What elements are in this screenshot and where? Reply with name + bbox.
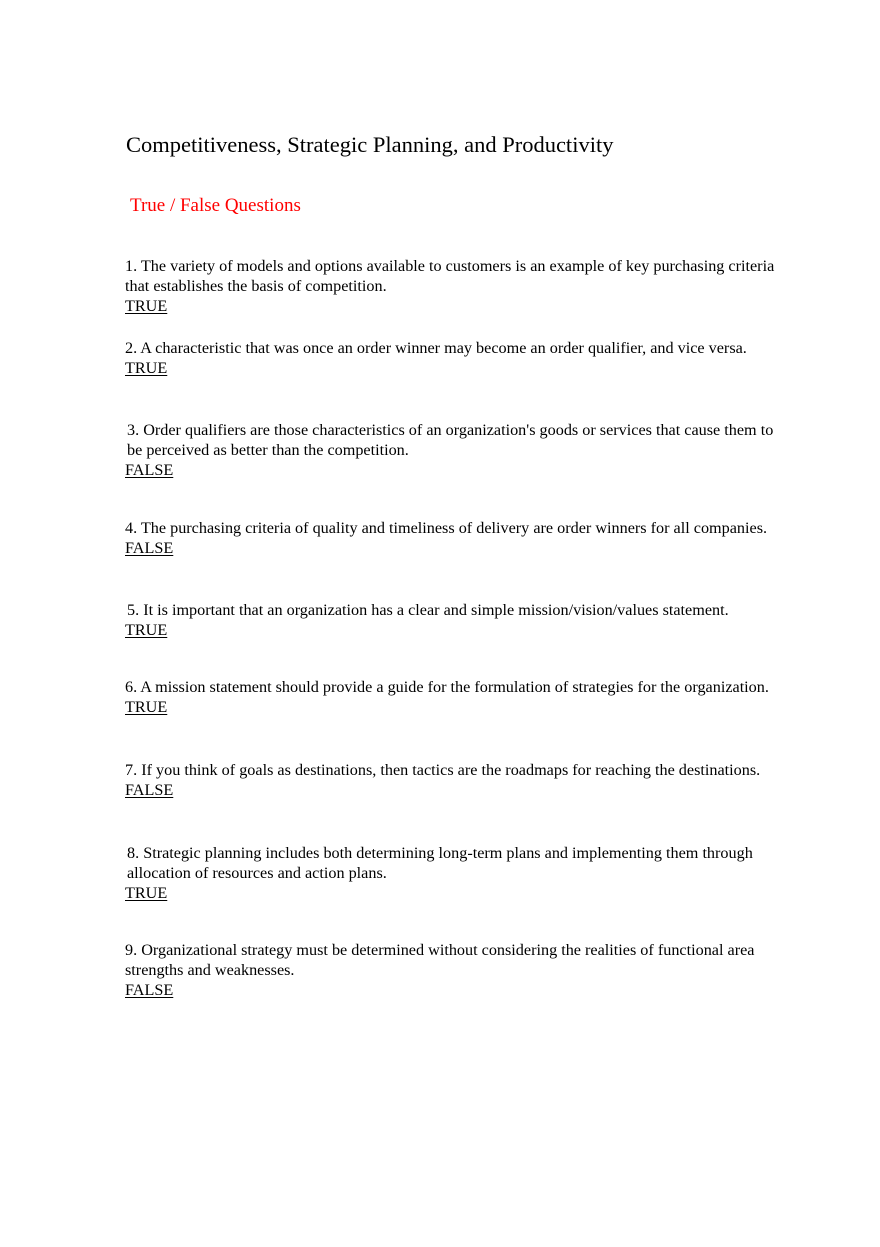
- section-heading: True / False Questions: [130, 195, 301, 216]
- answer-label: FALSE: [125, 539, 174, 557]
- question-text: 7. If you think of goals as destinations, then tactics are the roadmaps for reaching the destinations.: [125, 761, 761, 779]
- question-item: [125, 760, 785, 800]
- question-item: [125, 677, 785, 717]
- answer-label: TRUE: [125, 698, 168, 716]
- question-text: 2. A characteristic that was once an order winner may become an order qualifier, and vice versa.: [125, 339, 747, 357]
- answer-label: FALSE: [125, 981, 174, 999]
- answer-label: FALSE: [125, 781, 174, 799]
- question-item: [125, 600, 785, 640]
- question-item: [125, 843, 785, 903]
- page-title: Competitiveness, Strategic Planning, and Productivity: [126, 132, 614, 157]
- answer-label: TRUE: [125, 359, 168, 377]
- answer-label: FALSE: [125, 461, 174, 479]
- question-item: [125, 338, 785, 378]
- question-item: [125, 518, 785, 558]
- answer-label: TRUE: [125, 297, 168, 315]
- question-text: 5. It is important that an organization has a clear and simple mission/vision/values statement.: [127, 601, 729, 619]
- question-item: [125, 940, 785, 1000]
- question-text: 9. Organizational strategy must be determined without considering the realities of functional area strengths and weaknesses.: [125, 941, 755, 979]
- question-text: 4. The purchasing criteria of quality and timeliness of delivery are order winners for all companies.: [125, 519, 768, 537]
- question-text: 8. Strategic planning includes both determining long-term plans and implementing them through allocation of resources and action plans.: [127, 844, 753, 882]
- answer-label: TRUE: [125, 621, 168, 639]
- question-text: 6. A mission statement should provide a guide for the formulation of strategies for the organization.: [125, 678, 769, 696]
- answer-label: TRUE: [125, 884, 168, 902]
- question-text: 3. Order qualifiers are those characteristics of an organization's goods or services that cause them to be perceived as better than the competition.: [127, 421, 774, 459]
- question-text: 1. The variety of models and options available to customers is an example of key purchasing criteria that establishes the basis of competition.: [125, 257, 775, 295]
- question-item: [125, 256, 785, 316]
- question-item: [125, 420, 785, 480]
